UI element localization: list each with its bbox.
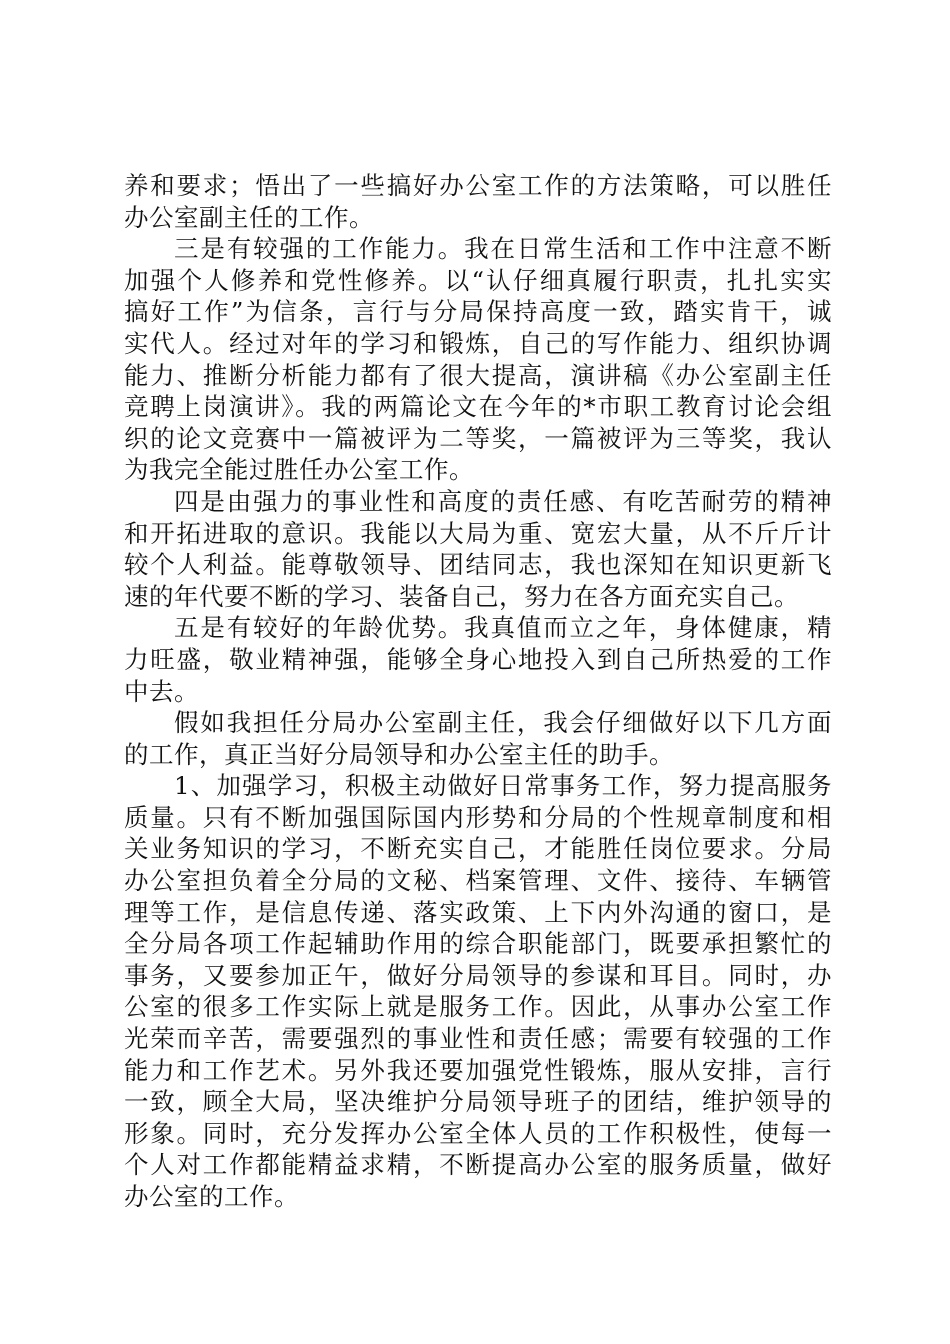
text-line: 织的论文竞赛中一篇被评为二等奖，一篇被评为三等奖，我认 xyxy=(124,423,832,453)
text-line: 假如我担任分局办公室副主任，我会仔细做好以下几方面 xyxy=(174,708,832,738)
text-line: 理等工作，是信息传递、落实政策、上下内外沟通的窗口，是 xyxy=(124,897,832,927)
text-line: 1、加强学习，积极主动做好日常事务工作，努力提高服务 xyxy=(174,771,832,801)
text-line: 三是有较强的工作能力。我在日常生活和工作中注意不断 xyxy=(174,234,832,264)
text-line: 和开拓进取的意识。我能以大局为重、宽宏大量，从不斤斤计 xyxy=(124,518,832,548)
text-line: 关业务知识的学习，不断充实自己，才能胜任岗位要求。分局 xyxy=(124,834,832,864)
text-line: 办公室的工作。 xyxy=(124,1182,299,1211)
text-line: 为我完全能过胜任办公室工作。 xyxy=(124,455,474,485)
text-line: 四是由强力的事业性和高度的责任感、有吃苦耐劳的精神 xyxy=(174,486,832,516)
text-line: 办公室担负着全分局的文秘、档案管理、文件、接待、车辆管 xyxy=(124,866,832,896)
text-line: 实代人。经过对年的学习和锻炼，自己的写作能力、组织协调 xyxy=(124,328,832,358)
text-line: 力旺盛，敬业精神强，能够全身心地投入到自己所热爱的工作 xyxy=(124,644,832,674)
text-line: 质量。只有不断加强国际国内形势和分局的个性规章制度和相 xyxy=(124,802,832,832)
text-line: 办公室副主任的工作。 xyxy=(124,202,374,232)
text-line: 全分局各项工作起辅助作用的综合职能部门，既要承担繁忙的 xyxy=(124,929,832,959)
text-line: 公室的很多工作实际上就是服务工作。因此，从事办公室工作 xyxy=(124,992,832,1022)
text-line: 养和要求；悟出了一些搞好办公室工作的方法策略，可以胜任 xyxy=(124,171,832,200)
text-line: 五是有较好的年龄优势。我真值而立之年，身体健康，精 xyxy=(174,613,832,643)
text-line: 速的年代要不断的学习、装备自己，努力在各方面充实自己。 xyxy=(124,581,799,611)
text-line: 能力和工作艺术。另外我还要加强党性锻炼，服从安排，言行 xyxy=(124,1055,832,1085)
text-line: 搞好工作”为信条，言行与分局保持高度一致，踏实肯干，诚 xyxy=(124,297,832,327)
text-line: 能力、推断分析能力都有了很大提高，演讲稿《办公室副主任 xyxy=(124,360,832,390)
text-line: 竞聘上岗演讲》。我的两篇论文在今年的*市职工教育讨论会组 xyxy=(124,392,832,422)
text-line: 较个人利益。能尊敬领导、团结同志，我也深知在知识更新飞 xyxy=(124,550,832,580)
text-line: 形象。同时，充分发挥办公室全体人员的工作积极性，使每一 xyxy=(124,1118,832,1148)
document-body xyxy=(124,170,832,1213)
text-line: 加强个人修养和党性修养。以“认仔细真履行职责，扎扎实实 xyxy=(124,265,832,295)
text-line: 一致，顾全大局，坚决维护分局领导班子的团结，维护领导的 xyxy=(124,1087,832,1117)
text-line: 光荣而辛苦，需要强烈的事业性和责任感；需要有较强的工作 xyxy=(124,1024,832,1054)
text-line: 的工作，真正当好分局领导和办公室主任的助手。 xyxy=(124,739,674,769)
text-line: 个人对工作都能精益求精，不断提高办公室的服务质量，做好 xyxy=(124,1150,832,1180)
text-line: 事务，又要参加正午，做好分局领导的参谋和耳目。同时，办 xyxy=(124,960,832,990)
text-line: 中去。 xyxy=(124,676,199,706)
